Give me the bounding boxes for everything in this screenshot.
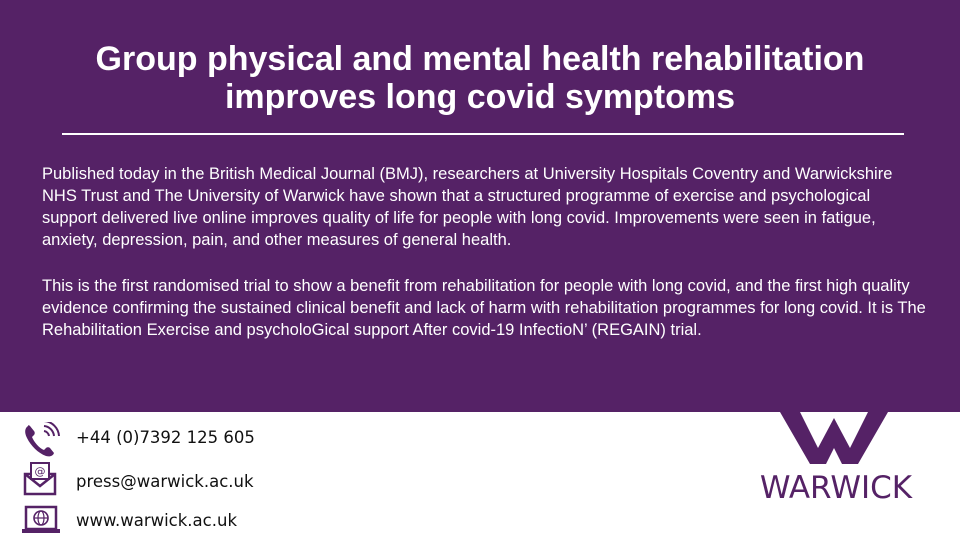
- svg-text:@: @: [34, 465, 46, 478]
- body-paragraph-2: This is the first randomised trial to show a benefit from rehabilitation for people with long covid, and the first high quality evidence confirming the sustained clinical benefit and lack of harm with rehabilitation programmes for long covid. It is The Rehabilitation Exercise and psycholoGical support After covid-19 InfectioN’ (REGAIN) trial.: [42, 277, 926, 339]
- contact-website[interactable]: www.warwick.ac.uk: [76, 511, 237, 530]
- globe-icon: [22, 505, 62, 537]
- email-icon: [22, 460, 58, 496]
- body-paragraph-1: Published today in the British Medical Journal (BMJ), researchers at University Hospitals Coventry and Warwickshire NHS Trust and The University of Warwick have shown that a structured programme of exercise and psychological support delivered live online improves quality of life for people with long covid. Improvements were seen in fatigue, anxiety, depression, pain, and other measures of general health.: [42, 165, 893, 249]
- phone-icon: [22, 422, 62, 458]
- warwick-logo-icon: [780, 412, 888, 464]
- divider: [62, 133, 904, 135]
- contact-phone: +44 (0)7392 125 605: [76, 428, 255, 447]
- contact-email[interactable]: press@warwick.ac.uk: [76, 472, 254, 491]
- warwick-logo-text: WARWICK: [759, 470, 913, 506]
- page-title: Group physical and mental health rehabilitation improves long covid symptoms: [95, 40, 865, 116]
